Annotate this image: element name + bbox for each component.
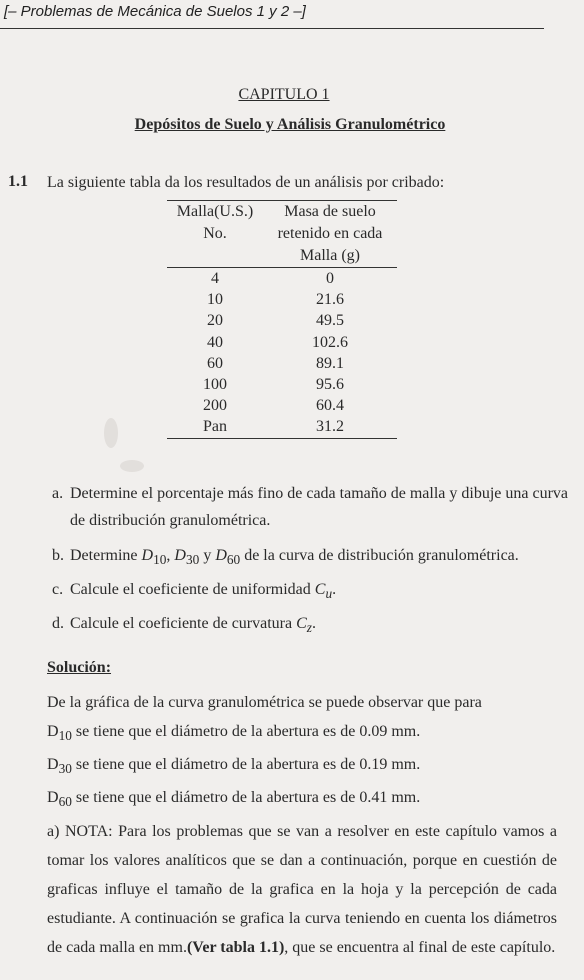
question-c-pre: Calcule el coeficiente de uniformidad (70, 581, 315, 599)
table-row (167, 395, 397, 416)
cz-symbol: C (296, 615, 307, 633)
table-row (167, 310, 397, 331)
cell-malla: 60 (207, 354, 223, 372)
scan-smudge (120, 460, 144, 472)
cell-masa: 102.6 (312, 333, 348, 351)
question-c-letter: c. (52, 581, 64, 599)
question-d-post: . (311, 615, 316, 633)
d60-value-text: se tiene que el diámetro de la abertura es de 0.41 mm. (71, 789, 421, 807)
table-header-malla (167, 201, 263, 246)
question-c (52, 576, 572, 607)
header-masa-line2: retenido en cada (277, 225, 383, 242)
d60-symbol: D (215, 547, 227, 564)
d30-label: D (47, 756, 59, 774)
d10-subscript: 10 (153, 552, 167, 568)
solution-body (47, 688, 557, 962)
d10-label-sub: 10 (58, 728, 72, 744)
d30-label-sub: 30 (58, 761, 72, 777)
cell-malla: 4 (211, 270, 219, 287)
question-c-post: . (332, 581, 337, 599)
table-row (167, 289, 397, 310)
d30-value-text: se tiene que el diámetro de la abertura es de 0.19 mm. (71, 756, 421, 774)
problem-number: 1.1 (8, 173, 28, 190)
solution-intro: De la gráfica de la curva granulométrica se puede observar que para (47, 694, 482, 711)
cz-subscript: z (306, 620, 312, 636)
cell-masa: 60.4 (316, 397, 344, 415)
question-a-letter: a. (52, 485, 64, 502)
cell-malla: 100 (203, 376, 227, 394)
cell-masa: 31.2 (263, 416, 397, 438)
question-a (52, 480, 572, 534)
solution-line-d30 (47, 750, 557, 783)
question-b-pre: Determine (70, 547, 142, 564)
table-row (167, 332, 397, 353)
question-b (52, 542, 572, 573)
chapter-heading (0, 86, 584, 104)
chapter-subtitle (0, 116, 584, 134)
cu-subscript: u (325, 586, 333, 602)
d10-label: D (47, 723, 59, 740)
table-row (167, 268, 397, 290)
cell-malla: 40 (207, 333, 223, 351)
d60-label: D (47, 789, 59, 807)
solution-line-d10 (47, 717, 557, 750)
question-list (52, 480, 572, 642)
table-row (167, 374, 397, 395)
question-a-text: Determine el porcentaje más fino de cada tamaño de malla y dibuje una curva de distribución granulométrica. (70, 485, 569, 529)
scan-smudge (104, 418, 118, 448)
solution-title: Solución: (47, 659, 112, 676)
question-b-sep2: y (199, 547, 216, 564)
d60-label-sub: 60 (58, 794, 72, 810)
note-text-end: , que se encuentra al final de este capítulo. (284, 938, 556, 956)
d60-subscript: 60 (226, 552, 241, 568)
header-malla-line2: No. (203, 225, 227, 242)
d30-symbol: D (174, 547, 186, 564)
question-b-letter: b. (52, 547, 64, 564)
d10-symbol: D (141, 547, 154, 564)
sieve-table (167, 200, 397, 439)
cell-malla: 200 (203, 397, 227, 415)
cell-masa: 21.6 (316, 291, 344, 309)
cell-masa: 89.1 (316, 354, 344, 372)
header-masa-line1: Masa de suelo (284, 203, 376, 220)
d10-value-text: se tiene que el diámetro de la abertura es de 0.09 mm. (71, 723, 421, 740)
table-header-spacer (167, 245, 263, 268)
question-d-pre: Calcule el coeficiente de curvatura (70, 615, 297, 633)
note-text: a) NOTA: Para los problemas que se van a resolver en este capítulo vamos a tomar los valores analíticos que se dan a continuación, porque en cuestión de graficas influye el tamaño de la grafica en la hoja y la percepción de cada estudiante. A continuación se grafica la curva teniendo en cuenta los diámetros de cada malla en mm. (47, 822, 557, 956)
problem-intro: La siguiente tabla da los resultados de un análisis por cribado: (47, 174, 445, 191)
question-d (52, 610, 572, 641)
header-rule (0, 28, 544, 29)
header-masa-line3: Malla (g) (263, 245, 397, 268)
d30-subscript: 30 (185, 552, 200, 568)
cell-masa: 0 (326, 270, 334, 287)
table-row (167, 416, 397, 438)
cu-symbol: C (314, 581, 326, 599)
chapter-subtitle-text: Depósitos de Suelo y Análisis Granulométrico (134, 116, 446, 133)
cell-malla: 20 (207, 312, 223, 330)
header-malla-line1: Malla(U.S.) (176, 203, 254, 220)
note-table-ref: (Ver tabla 1.1) (186, 938, 285, 956)
cell-masa: 49.5 (316, 312, 344, 330)
table-header-masa (263, 201, 397, 246)
question-b-sep1: , (166, 547, 175, 564)
question-b-post: de la curva de distribución granulométrica. (240, 547, 519, 564)
chapter-label: CAPITULO 1 (238, 86, 330, 103)
running-header: [– Problemas de Mecánica de Suelos 1 y 2 –] (4, 3, 306, 20)
cell-malla: Pan (167, 416, 263, 438)
cell-malla: 10 (207, 291, 223, 309)
table-row (167, 353, 397, 374)
question-d-letter: d. (52, 615, 64, 633)
cell-masa: 95.6 (316, 376, 344, 394)
solution-note (47, 817, 557, 962)
solution-line-d60 (47, 783, 557, 816)
